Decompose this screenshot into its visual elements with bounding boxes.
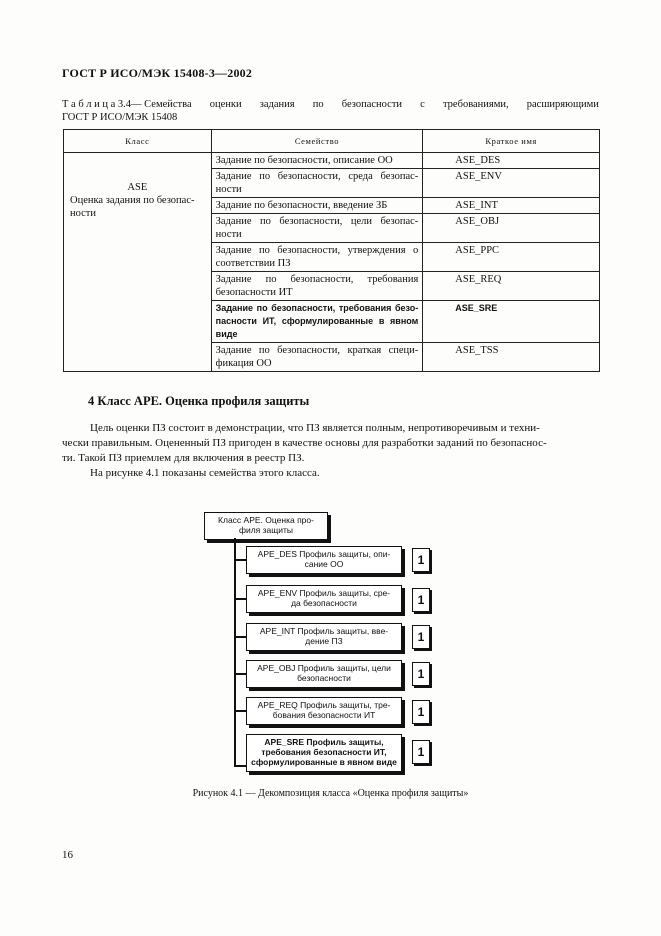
- family-cell: Задание по безопасности, краткая специ-фикация ОО: [211, 343, 423, 372]
- table-header-row: [64, 130, 600, 153]
- diagram-connector: [234, 559, 246, 561]
- diagram-connector: [234, 598, 246, 600]
- diagram-connector: [234, 710, 246, 712]
- diagram-family-box: APE_ENV Профиль защиты, сре- да безопасности: [246, 585, 402, 613]
- class-code: ASE: [127, 182, 148, 193]
- short-name-cell: ASE_REQ: [423, 272, 600, 301]
- short-name-cell: ASE_TSS: [423, 343, 600, 372]
- paragraph-line: На рисунке 4.1 показаны семейства этого класса.: [90, 467, 320, 479]
- diagram-connector: [234, 538, 236, 766]
- short-name-cell: ASE_INT: [423, 198, 600, 214]
- table-caption-line1: Т а б л и ц а 3.4— Семейства оценки задания по безопасности с требованиями, расширяющими: [62, 99, 599, 110]
- family-count-box: 1: [412, 588, 430, 612]
- table-caption-line2: ГОСТ Р ИСО/МЭК 15408: [62, 112, 178, 123]
- family-cell: Задание по безопасности, введение ЗБ: [211, 198, 423, 214]
- diagram-family-box: APE_DES Профиль защиты, опи- сание ОО: [246, 546, 402, 574]
- diagram-family-box: APE_REQ Профиль защиты, тре- бования безопасности ИТ: [246, 697, 402, 725]
- class-cell: [64, 153, 212, 372]
- section-heading: 4 Класс APE. Оценка профиля защиты: [88, 394, 310, 408]
- family-table: [63, 129, 600, 372]
- paragraph-line: Цель оценки ПЗ состоит в демонстрации, что ПЗ является полным, непротиворечивым и техни-: [90, 422, 540, 434]
- table-row: [64, 153, 600, 169]
- document-header: ГОСТ Р ИСО/МЭК 15408-3—2002: [62, 66, 253, 80]
- diagram-family-box: APE_INT Профиль защиты, вве- дение ПЗ: [246, 623, 402, 651]
- family-cell: Задание по безопасности, цели безопас-ности: [211, 214, 423, 243]
- family-count-box: 1: [412, 740, 430, 764]
- short-name-cell: ASE_ENV: [423, 169, 600, 198]
- family-cell: Задание по безопасности, описание ОО: [211, 153, 423, 169]
- header-class: Класс: [64, 130, 212, 153]
- short-name-cell: ASE_DES: [423, 153, 600, 169]
- family-count-box: 1: [412, 662, 430, 686]
- page-number: 16: [62, 849, 73, 861]
- family-cell: Задание по безопасности, требования безопасности ИТ: [211, 272, 423, 301]
- family-cell: Задание по безопасности, утверждения о соответствии ПЗ: [211, 243, 423, 272]
- family-count-box: 1: [412, 700, 430, 724]
- diagram-root-box: Класс APE. Оценка про- филя защиты: [204, 512, 328, 540]
- short-name-cell: ASE_SRE: [423, 301, 600, 343]
- diagram-connector: [234, 765, 246, 767]
- short-name-cell: ASE_PPC: [423, 243, 600, 272]
- diagram-family-box: APE_SRE Профиль защиты, требования безопасности ИТ, сформулированные в явном виде: [246, 734, 402, 772]
- class-name: Оценка задания по безопас-ности: [70, 195, 195, 219]
- family-cell: Задание по безопасности, среда безопас-ности: [211, 169, 423, 198]
- figure-caption: Рисунок 4.1 — Декомпозиция класса «Оценка профиля защиты»: [192, 788, 469, 799]
- diagram-family-box: APE_OBJ Профиль защиты, цели безопасности: [246, 660, 402, 688]
- family-count-box: 1: [412, 548, 430, 572]
- table-caption: [62, 98, 599, 124]
- header-family: Семейство: [211, 130, 423, 153]
- diagram-connector: [234, 673, 246, 675]
- paragraph-line: чески правильным. Оцененный ПЗ пригоден в качестве основы для разработки заданий по безопаснос-: [62, 437, 547, 449]
- diagram-connector: [234, 636, 246, 638]
- short-name-cell: ASE_OBJ: [423, 214, 600, 243]
- family-cell: Задание по безопасности, требования безо-пасности ИТ, сформулированные в явном виде: [211, 301, 423, 343]
- family-count-box: 1: [412, 625, 430, 649]
- header-short-name: Краткое имя: [423, 130, 600, 153]
- paragraph-line: ти. Такой ПЗ приемлем для включения в реестр ПЗ.: [62, 452, 305, 464]
